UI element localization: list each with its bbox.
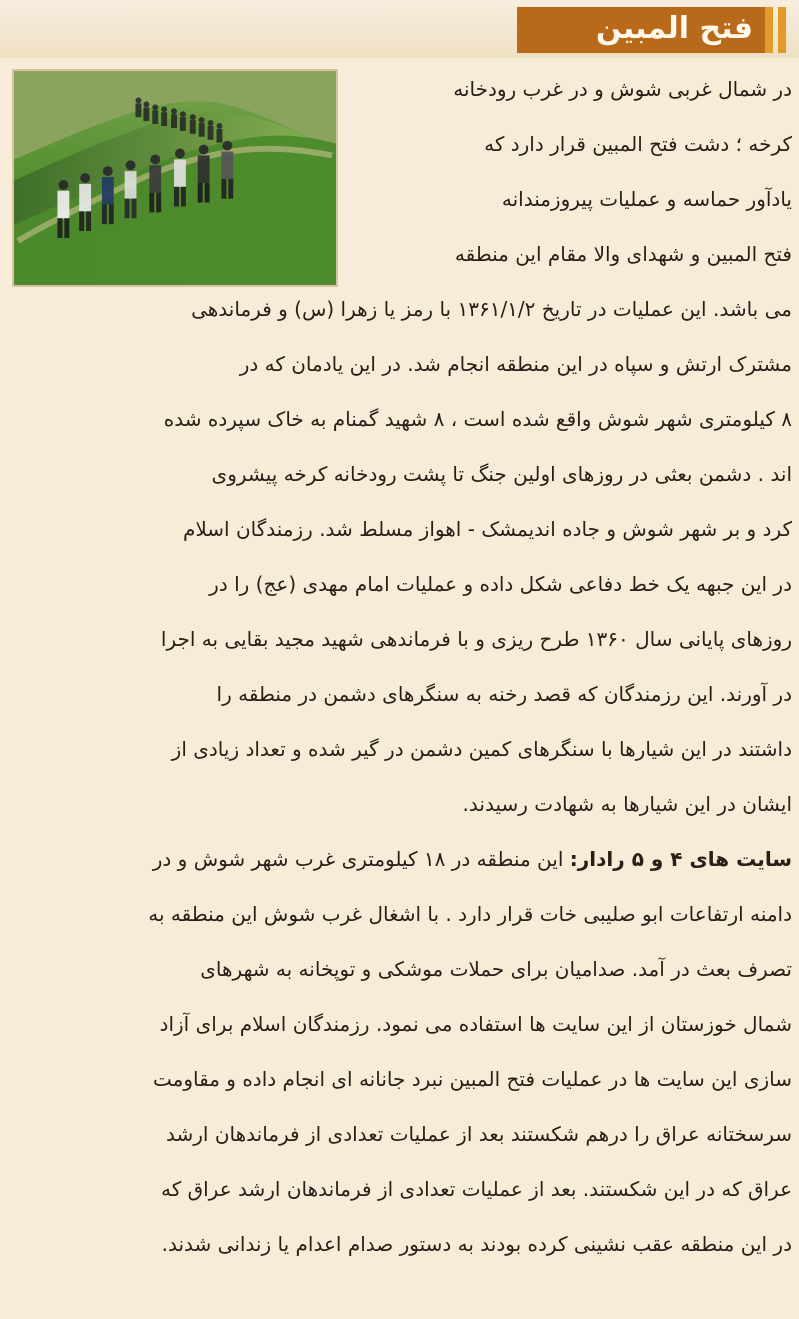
- article-line: یادآور حماسه و عملیات پیروزمندانه: [501, 187, 792, 211]
- sites-line-text: این منطقه در ۱۸ کیلومتری غرب شهر شوش و در: [152, 847, 570, 871]
- sites-line: در این منطقه عقب نشینی کرده بودند به دستور صدام اعدام یا زندانی شدند.: [161, 1232, 792, 1256]
- article-line: اند . دشمن بعثی در روزهای اولین جنگ تا پشت رودخانه کرخه پیشروی: [211, 462, 792, 486]
- sites-line: [12, 832, 792, 887]
- page-title: فتح المبین: [595, 11, 753, 46]
- article-line: ایشان در این شیارها به شهادت رسیدند.: [462, 792, 792, 816]
- sites-line: سرسختانه عراق را درهم شکستند بعد از عملیات تعدادی از فرماندهان ارشد: [165, 1122, 792, 1146]
- article-line: مشترک ارتش و سپاه در این منطقه انجام شد. در این یادمان که در: [239, 352, 792, 376]
- sites-line: تصرف بعث در آمد. صدامیان برای حملات موشکی و توپخانه به شهرهای: [200, 957, 792, 981]
- article-line: کرد و بر شهر شوش و جاده اندیمشک - اهواز مسلط شد. رزمندگان اسلام: [182, 517, 792, 541]
- article-line: کرخه ؛ دشت فتح المبین قرار دارد که: [484, 132, 792, 156]
- article-line: ۸ کیلومتری شهر شوش واقع شده است ، ۸ شهید گمنام به خاک سپرده شده: [163, 407, 792, 431]
- article-line: روزهای پایانی سال ۱۳۶۰ طرح ریزی و با فرماندهی شهید مجید بقایی به اجرا: [160, 627, 792, 651]
- article-body: [12, 62, 792, 1307]
- sites-line: شمال خوزستان از این سایت ها استفاده می نمود. رزمندگان اسلام برای آزاد: [159, 1012, 792, 1036]
- article-line: در این جبهه یک خط دفاعی شکل داده و عملیات امام مهدی (عج) را در: [209, 572, 792, 596]
- accent-bar: [765, 7, 773, 53]
- article-line: فتح المبین و شهدای والا مقام این منطقه: [454, 242, 792, 266]
- article-line: داشتند در این شیارها با سنگرهای کمین دشمن در گیر شده و تعداد زیادی از: [171, 737, 792, 761]
- header-accent-bars: [765, 7, 793, 53]
- sites-line: دامنه ارتفاعات ابو صلیبی خات قرار دارد . با اشغال غرب شوش این منطقه به: [148, 902, 792, 926]
- sites-line: سازی این سایت ها در عملیات فتح المبین نبرد جانانه ای انجام داده و مقاومت: [153, 1067, 792, 1091]
- article-line: در شمال غربی شوش و در غرب رودخانه: [453, 77, 792, 101]
- section-header: [0, 0, 799, 58]
- article-line: در آورند. این رزمندگان که قصد رخنه به سنگرهای دشمن در منطقه را: [216, 682, 792, 706]
- sites-line: عراق که در این شکستند. بعد از عملیات تعدادی از فرماندهان ارشد عراق که: [160, 1177, 792, 1201]
- sites-heading: سایت های ۴ و ۵ رادار:: [569, 847, 792, 871]
- article-line: می باشد. این عملیات در تاریخ ۱۳۶۱/۱/۲ با رمز یا زهرا (س) و فرماندهی: [191, 297, 792, 321]
- accent-bar: [778, 7, 786, 53]
